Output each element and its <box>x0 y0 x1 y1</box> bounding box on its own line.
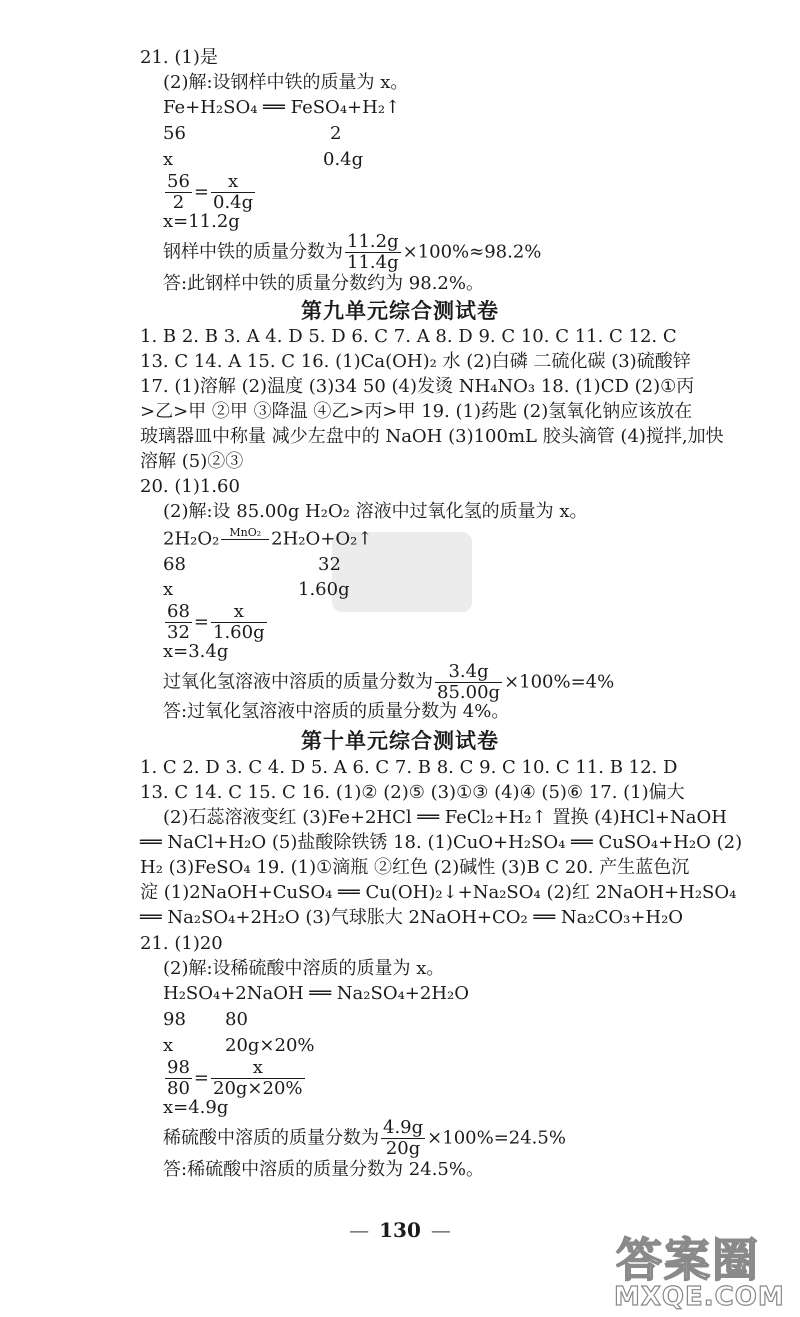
q21-mass-h2: 2 <box>330 123 342 144</box>
q21-header: 21. (1)是 <box>140 47 218 68</box>
unit10-q21-result: x=4.9g <box>163 1097 229 1118</box>
unit10-answers-line: ══ NaCl+H₂O (5)盐酸除铁锈 18. (1)CuO+H₂SO₄ ══ CuSO₄+H₂O (2) <box>140 832 743 853</box>
unit10-q21-percentage: 稀硫酸中溶质的质量分数为 $\frac{4.9g}{20g}$ ×100%=24.5% <box>163 1117 566 1159</box>
unit10-title: 第十单元综合测试卷 <box>301 728 499 753</box>
unit9-answers-line: 1. B 2. B 3. A 4. D 5. D 6. C 7. A 8. D 9. C 10. C 11. C 12. C <box>140 326 677 347</box>
unit9-title: 第九单元综合测试卷 <box>301 298 499 323</box>
unit10-q21-answer: 答:稀硫酸中溶质的质量分数为 24.5%。 <box>163 1159 484 1180</box>
q21-percentage-fraction: $\frac{11.2g}{11.4g}$ <box>347 231 399 273</box>
unit9-answers-line: 溶解 (5)②③ <box>140 451 244 472</box>
unit9-q20-proportion: $\frac{68}{32}$ = $\frac{x}{1.60g}$ <box>167 601 265 643</box>
q21-fraction-left: $\frac{56}{2}$ <box>167 171 190 213</box>
watermark-url: MXQE.COM <box>614 1282 785 1312</box>
unit9-answers-line: >乙>甲 ②甲 ③降温 ④乙>丙>甲 19. (1)药匙 (2)氢氧化钠应该放在 <box>140 401 693 422</box>
unit9-answers-line: 17. (1)溶解 (2)温度 (3)34 50 (4)发烫 NH₄NO₃ 18. (1)CD (2)①丙 <box>140 376 695 397</box>
unit9-answers-line: 玻璃器皿中称量 减少左盘中的 NaOH (3)100mL 胶头滴管 (4)搅拌,加快 <box>140 426 724 447</box>
unit9-answers-line: 13. C 14. A 15. C 16. (1)Ca(OH)₂ 水 (2)白磷 二硫化碳 (3)硫酸锌 <box>140 351 691 372</box>
q21-ratio-row <box>163 122 342 146</box>
unit9-q20-header: 20. (1)1.60 <box>140 476 240 497</box>
unit9-q20-fraction-right: $\frac{x}{1.60g}$ <box>213 601 265 643</box>
catalyst-condition: MnO₂ <box>221 526 269 553</box>
site-watermark <box>612 1222 798 1316</box>
unit10-q21-proportion: $\frac{98}{80}$ = $\frac{x}{20g\times 20\%}$ <box>167 1057 303 1099</box>
watermark-logo-text: 答案圈 <box>616 1233 760 1287</box>
unit9-q20-ratio-row: 68 32 <box>163 554 341 575</box>
unit10-q21-fraction-right: $\frac{x}{20g\times 20\%}$ <box>213 1057 303 1099</box>
unit9-q20-percentage-fraction: $\frac{3.4g}{85.00g}$ <box>437 661 501 703</box>
q21-mass-fe: 56 <box>163 123 186 144</box>
unit10-answers-line: 13. C 14. C 15. C 16. (1)② (2)⑤ (3)①③ (4)④ (5)⑥ 17. (1)偏大 <box>140 782 685 803</box>
q21-fraction-right: $\frac{x}{0.4g}$ <box>213 171 254 213</box>
unit10-answers-line: H₂ (3)FeSO₄ 19. (1)①滴瓶 ②红色 (2)碱性 (3)B C 20. 产生蓝色沉 <box>140 857 690 878</box>
unit9-q20-result: x=3.4g <box>163 641 229 662</box>
q21-solution-intro: (2)解:设钢样中铁的质量为 x。 <box>163 72 409 93</box>
unit10-q21-fraction-left: $\frac{98}{80}$ <box>167 1057 190 1099</box>
unit10-q21-ratio-row: 98 80 <box>163 1009 248 1030</box>
unit9-q20-answer: 答:过氧化氢溶液中溶质的质量分数为 4%。 <box>163 701 510 722</box>
q21-unknown: x <box>163 149 174 170</box>
unit9-q20-solution-intro: (2)解:设 85.00g H₂O₂ 溶液中过氧化氢的质量为 x。 <box>163 501 588 522</box>
unit10-answers-line: 淀 (1)2NaOH+CuSO₄ ══ Cu(OH)₂↓+Na₂SO₄ (2)红 2NaOH+H₂SO₄ <box>140 882 737 903</box>
q21-percentage: 钢样中铁的质量分数为 $\frac{11.2g}{11.4g}$ ×100%≈98.2% <box>163 231 542 273</box>
unit9-q20-equation: 2H₂O₂ MnO₂ 2H₂O+O₂↑ <box>163 526 372 553</box>
unit10-q21-solution-intro: (2)解:设稀硫酸中溶质的质量为 x。 <box>163 958 445 979</box>
q21-value-h2: 0.4g <box>323 149 364 170</box>
unit10-q21-value-row: x 20g×20% <box>163 1035 315 1056</box>
q21-proportion: $\frac{56}{2}$ = $\frac{x}{0.4g}$ <box>167 171 254 213</box>
unit10-answers-line: (2)石蕊溶液变红 (3)Fe+2HCl ══ FeCl₂+H₂↑ 置换 (4)HCl+NaOH <box>163 807 727 828</box>
q21-answer: 答:此钢样中铁的质量分数约为 98.2%。 <box>163 273 484 294</box>
page-number: — 130 — <box>349 1218 451 1242</box>
q21-equation: Fe+H₂SO₄ ══ FeSO₄+H₂↑ <box>163 97 401 118</box>
unit10-q21-percentage-fraction: $\frac{4.9g}{20g}$ <box>383 1117 424 1159</box>
q21-value-row <box>163 148 364 172</box>
q21-result: x=11.2g <box>163 211 240 232</box>
unit10-q21-header: 21. (1)20 <box>140 933 223 954</box>
unit10-answers-line: 1. C 2. D 3. C 4. D 5. A 6. C 7. B 8. C 9. C 10. C 11. B 12. D <box>140 757 678 778</box>
unit9-q20-value-row: x 1.60g <box>163 579 350 600</box>
unit10-answers-line: ══ Na₂SO₄+2H₂O (3)气球胀大 2NaOH+CO₂ ══ Na₂CO₃+H₂O <box>140 907 684 928</box>
unit10-q21-equation: H₂SO₄+2NaOH ══ Na₂SO₄+2H₂O <box>163 983 470 1004</box>
unit9-q20-percentage: 过氧化氢溶液中溶质的质量分数为 $\frac{3.4g}{85.00g}$ ×100%=4% <box>163 661 615 703</box>
unit9-q20-fraction-left: $\frac{68}{32}$ <box>167 601 190 643</box>
